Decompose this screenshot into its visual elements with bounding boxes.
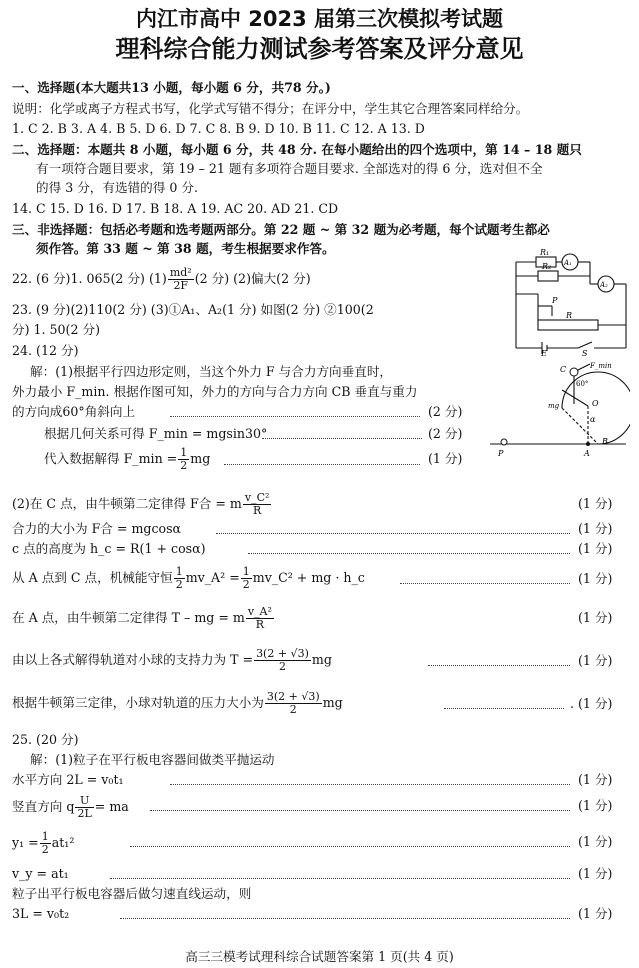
leader-dots <box>400 583 570 584</box>
section3-line2: 须作答。第 33 题 ~ 第 38 题，考生根据要求作答。 <box>36 241 335 256</box>
figure-label-b: B <box>602 437 608 446</box>
figure-label-c: C <box>560 365 567 374</box>
leader-dots <box>248 553 570 554</box>
score: (1 分) <box>578 541 613 556</box>
circuit-diagram <box>508 246 634 356</box>
leader-dots <box>150 810 570 811</box>
score: (1 分) <box>578 866 613 881</box>
score: (1 分) <box>578 610 613 625</box>
circuit-label-r1: R₁ <box>540 248 550 257</box>
leader-dots <box>224 464 420 465</box>
leader-dots <box>130 846 570 847</box>
q25-line4: y₁ = $\frac{1}{2}$ at₁² <box>12 830 75 856</box>
q25-line1: 解：(1)粒子在平行板电容器间做类平抛运动 <box>30 752 275 767</box>
leader-dots <box>170 416 420 417</box>
score: (2 分) <box>428 426 463 441</box>
q25-head: 25. (20 分) <box>12 732 79 747</box>
circuit-label-a2: A₂ <box>600 281 608 289</box>
figure-label-mg: mg <box>548 402 560 410</box>
q23-line1: 23. (9 分)(2)110(2 分) (3)①A₁、A₂(1 分) 如图(2 分) ②100(2 <box>12 302 374 317</box>
q24-line11: 由以上各式解得轨道对小球的支持力为 T = $\frac{3(2 + √3)}{2}$ mg <box>12 647 332 673</box>
score: (1 分) <box>578 772 613 787</box>
score: (1 分) <box>578 653 613 668</box>
figure-label-fmin: F_min <box>590 362 612 370</box>
leader-dots <box>444 708 564 709</box>
q24-line3: 的方向成60°角斜向上 <box>12 404 136 419</box>
score: (1 分) <box>578 571 613 586</box>
q24-line12: 根据牛顿第三定律，小球对轨道的压力大小为 $\frac{3(2 + √3)}{2}$ mg <box>12 690 343 716</box>
q25-line3: 竖直方向 q $\frac{U}{2L}$ = ma <box>12 794 129 820</box>
q24-line4: 根据几何关系可得 F_min = mgsin30° <box>44 426 268 441</box>
section2-line2: 有一项符合题目要求，第 19 – 21 题有多项符合题目要求. 全部选对的得 6 分，选对但不全 <box>36 161 543 176</box>
q24-line1: 解：(1)根据平行四边形定则，当这个外力 F 与合力方向垂直时， <box>30 364 393 379</box>
score: . (1 分) <box>570 696 613 711</box>
q25-line2: 水平方向 2L = v₀t₁ <box>12 772 124 787</box>
circuit-label-s: S <box>582 349 588 356</box>
q22-answer: 22. (6 分)1. 065(2 分) (1) $\frac{\text{md²}}{2F}$ (2 分) (2)偏大(2 分) <box>12 266 311 292</box>
leader-dots <box>216 533 570 534</box>
q24-line9: 从 A 点到 C 点，机械能守恒 $\frac{1}{2}$ mv_A² = $\frac{1}{2}$ mv_C² + mg · h_c <box>12 565 365 591</box>
circular-track-figure <box>490 360 630 460</box>
q24-line7: 合力的大小为 F合 = mgcosα <box>12 521 182 536</box>
q25-line5: v_y = at₁ <box>12 866 69 881</box>
figure-label-a: A <box>584 449 590 458</box>
page-footer: 高三三模考试理科综合试题答案第 1 页(共 4 页) <box>185 949 454 964</box>
score: (1 分) <box>578 798 613 813</box>
leader-dots <box>428 665 570 666</box>
section2-answers: 14. C 15. D 16. D 17. B 18. A 19. AC 20. AD 21. CD <box>12 201 339 216</box>
exam-subtitle: 理科综合能力测试参考答案及评分意见 <box>115 35 524 63</box>
section2-line1: 二、选择题：本题共 8 小题，每小题 6 分，共 48 分. 在每小题给出的四个选项中，第 14 – 18 题只 <box>12 142 582 157</box>
section1-heading: 一、选择题(本大题共13 小题，每小题 6 分，共78 分。) <box>12 80 331 95</box>
circuit-label-r2: R₂ <box>542 262 552 271</box>
section1-note: 说明：化学或离子方程式书写，化学式写错不得分；在评分中，学生其它合理答案同样给分。 <box>12 101 529 116</box>
section3-line1: 三、非选择题：包括必考题和选考题两部分。第 22 题 ~ 第 32 题为必考题，每个试题考生都必 <box>12 222 550 237</box>
section2-line3: 的得 3 分，有选错的得 0 分. <box>36 180 198 195</box>
section1-answers: 1. C 2. B 3. A 4. B 5. D 6. D 7. C 8. B 9. D 10. B 11. C 12. A 13. D <box>12 121 425 136</box>
score: (1 分) <box>428 451 463 466</box>
q23-line2: 分) 1. 50(2 分) <box>12 322 100 337</box>
circuit-label-e: E <box>541 349 547 356</box>
figure-label-o: O <box>592 399 599 408</box>
score: (1 分) <box>578 521 613 536</box>
leader-dots <box>120 918 570 919</box>
score: (2 分) <box>428 404 463 419</box>
leader-dots <box>170 784 570 785</box>
q24-line5: 代入数据解得 F_min = $\frac{1}{2}$ mg <box>44 446 211 472</box>
score: (1 分) <box>578 906 613 921</box>
leader-dots <box>262 438 422 439</box>
q24-line6: (2)在 C 点，由牛顿第二定律得 F合 = m $\frac{\text{v\_C²}}{R}$ <box>12 491 270 517</box>
figure-label-angle: 60° <box>576 380 589 388</box>
q25-line7: 3L = v₀t₂ <box>12 906 70 921</box>
figure-label-alpha: α <box>590 415 596 424</box>
leader-dots <box>110 878 570 879</box>
q24-line8: c 点的高度为 h_c = R(1 + cosα) <box>12 541 206 556</box>
score: (1 分) <box>578 496 613 511</box>
circuit-label-a1: A₁ <box>564 259 572 267</box>
exam-title: 内江市高中 2023 届第三次模拟考试题 <box>135 7 504 31</box>
score: (1 分) <box>578 834 613 849</box>
q24-line10: 在 A 点，由牛顿第二定律得 T – mg = m $\frac{\text{v\_A²}}{R}$ <box>12 605 272 631</box>
q24-line2: 外力最小 F_min. 根据作图可知，外力的方向与合力方向 CB 垂直与重力 <box>12 384 418 399</box>
q22-fraction: $\frac{\text{md²}}{2F}$ <box>169 266 192 292</box>
circuit-label-r: R <box>566 311 573 320</box>
q25-line6: 粒子出平行板电容器后做匀速直线运动，则 <box>12 886 252 901</box>
circuit-label-p: P <box>552 296 558 305</box>
figure-label-p: P <box>498 449 504 458</box>
q24-head: 24. (12 分) <box>12 343 79 358</box>
